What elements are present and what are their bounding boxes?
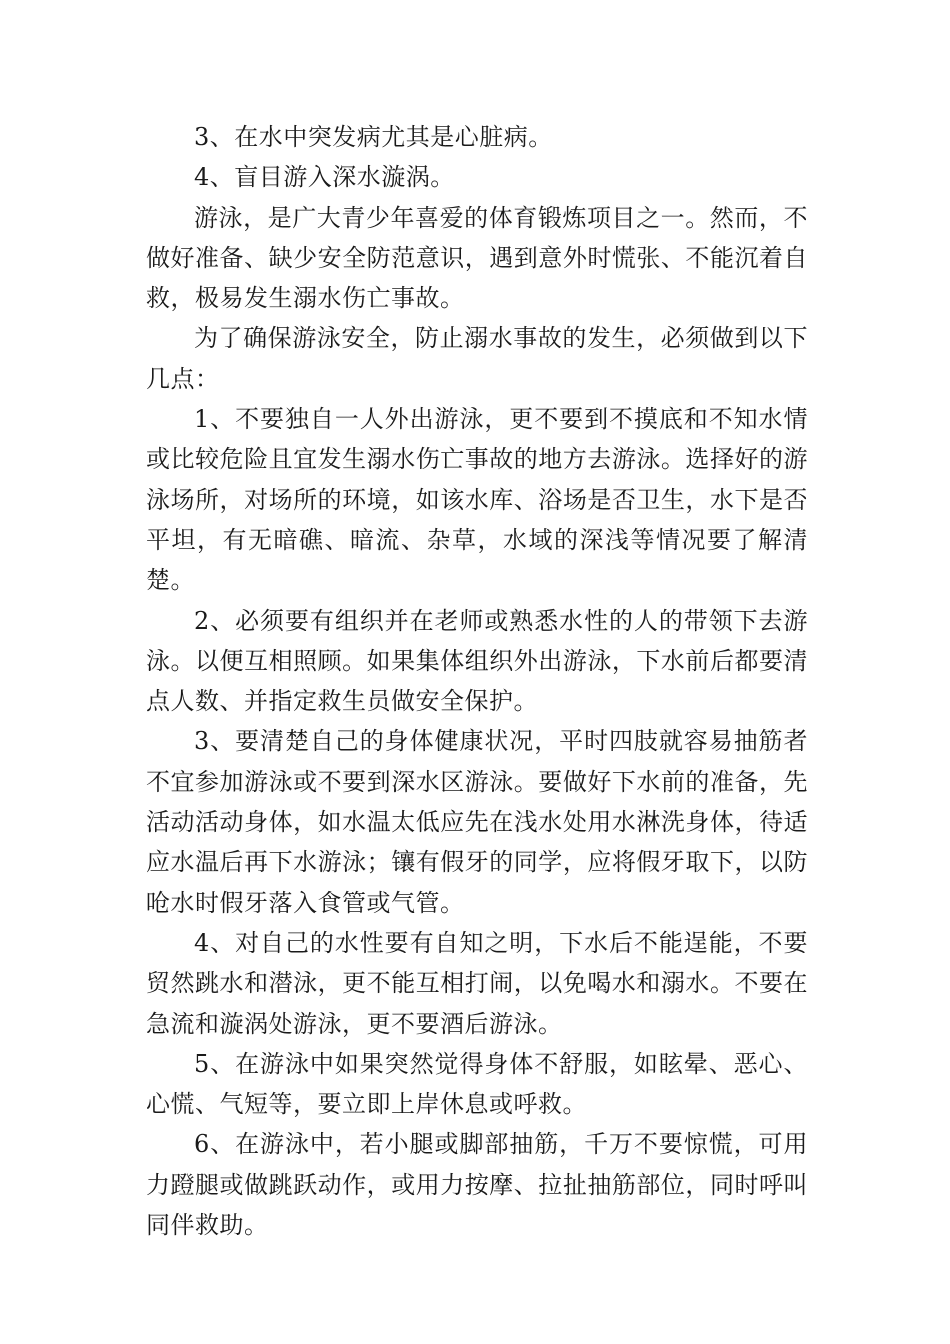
paragraph-rule-3: 3、要清楚自己的身体健康状况，平时四肢就容易抽筋者不宜参加游泳或不要到深水区游泳。要做好下水前的准备，先活动活动身体，如水温太低应先在浅水处用水淋洗身体，待适应水温后再下水游泳；镶有假牙的同学，应将假牙取下，以防呛水时假牙落入食管或气管。 [146, 727, 808, 917]
paragraph-rule-2: 2、必须要有组织并在老师或熟悉水性的人的带领下去游泳。以便互相照顾。如果集体组织外出游泳，下水前后都要清点人数、并指定救生员做安全保护。 [146, 606, 808, 716]
paragraph-intro: 游泳，是广大青少年喜爱的体育锻炼项目之一。然而，不做好准备、缺少安全防范意识，遇到意外时慌张、不能沉着自救，极易发生溺水伤亡事故。 [146, 203, 808, 313]
paragraph-rule-4: 4、对自己的水性要有自知之明，下水后不能逞能，不要贸然跳水和潜泳，更不能互相打闹，以免喝水和溺水。不要在急流和漩涡处游泳，更不要酒后游泳。 [146, 928, 808, 1038]
paragraph-rule-6: 6、在游泳中，若小腿或脚部抽筋，千万不要惊慌，可用力蹬腿或做跳跃动作，或用力按摩、拉扯抽筋部位，同时呼叫同伴救助。 [146, 1130, 808, 1240]
paragraph-rule-5: 5、在游泳中如果突然觉得身体不舒服，如眩晕、恶心、心慌、气短等，要立即上岸休息或呼救。 [146, 1049, 808, 1119]
paragraph-requirements-lead: 为了确保游泳安全，防止溺水事故的发生，必须做到以下几点： [146, 324, 808, 393]
paragraph-cause-4: 4、盲目游入深水漩涡。 [194, 163, 455, 192]
paragraph-cause-3: 3、在水中突发病尤其是心脏病。 [194, 123, 553, 151]
paragraph-rule-1: 1、不要独自一人外出游泳，更不要到不摸底和不知水情或比较危险且宜发生溺水伤亡事故的地方去游泳。选择好的游泳场所，对场所的环境，如该水库、浴场是否卫生，水下是否平坦，有无暗礁、暗流、杂草，水域的深浅等情况要了解清楚。 [146, 405, 808, 595]
document-body [146, 117, 808, 1245]
